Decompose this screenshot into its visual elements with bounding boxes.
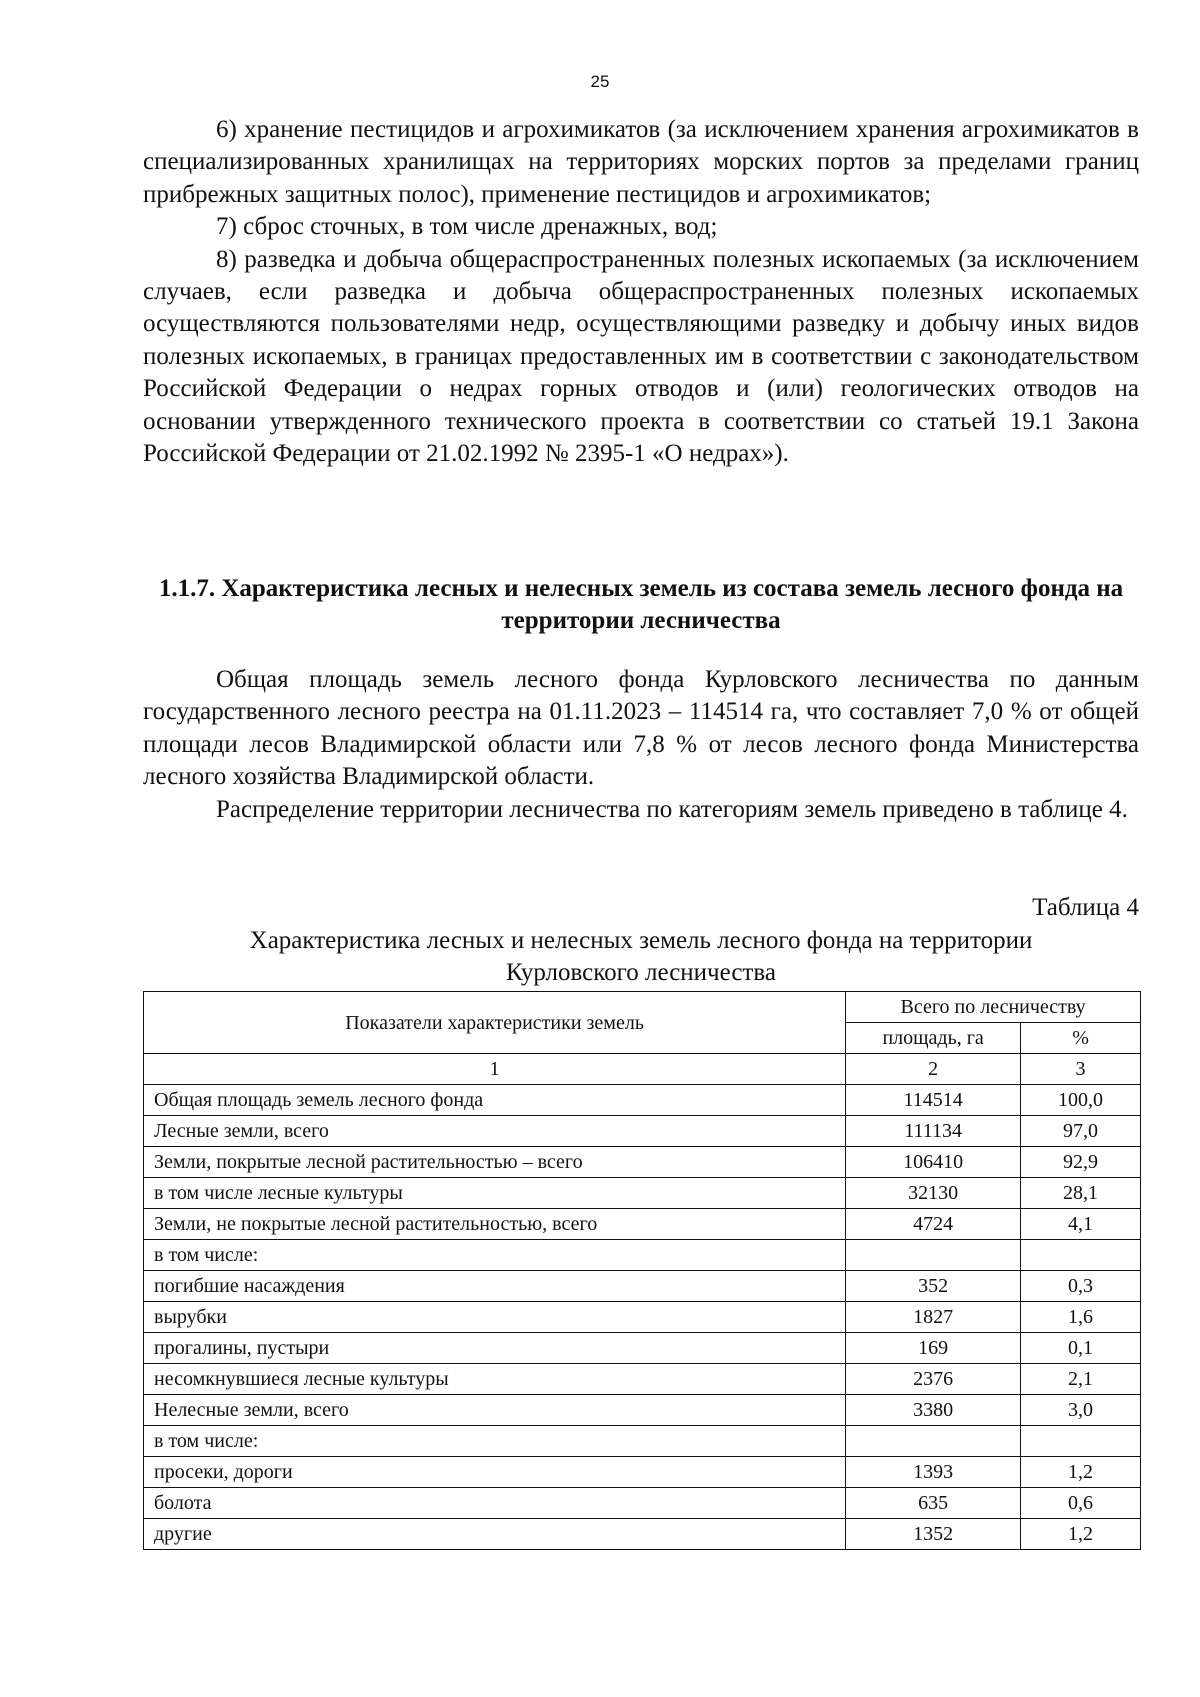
row-area: 2376 (846, 1364, 1021, 1395)
table-header-row (144, 992, 1141, 1023)
row-area: 1352 (846, 1519, 1021, 1550)
land-characteristics-table (143, 991, 1141, 1550)
row-percent: 1,6 (1021, 1302, 1141, 1333)
row-area: 3380 (846, 1395, 1021, 1426)
section-heading: 1.1.7. Характеристика лесных и нелесных земель из состава земель лесного фонда на территории лесничества (158, 575, 1124, 634)
row-percent: 28,1 (1021, 1178, 1141, 1209)
row-indicator: погибшие насаждения (144, 1271, 846, 1302)
table-row (144, 1519, 1141, 1550)
table-caption: Характеристика лесных и нелесных земель лесного фонда на территории Курловского лесничества (249, 927, 1033, 986)
row-percent: 100,0 (1021, 1085, 1141, 1116)
table-row (144, 1085, 1141, 1116)
page-number: 25 (590, 72, 610, 91)
row-indicator: Лесные земли, всего (144, 1116, 846, 1147)
row-indicator: в том числе лесные культуры (144, 1178, 846, 1209)
column-number: 1 (144, 1054, 846, 1085)
row-indicator: Нелесные земли, всего (144, 1395, 846, 1426)
table-row (144, 1364, 1141, 1395)
row-percent: 0,6 (1021, 1488, 1141, 1519)
row-indicator: просеки, дороги (144, 1457, 846, 1488)
row-area: 32130 (846, 1178, 1021, 1209)
row-indicator: другие (144, 1519, 846, 1550)
table-row (144, 1457, 1141, 1488)
row-area: 1827 (846, 1302, 1021, 1333)
row-percent: 1,2 (1021, 1457, 1141, 1488)
row-percent: 0,3 (1021, 1271, 1141, 1302)
row-area: 106410 (846, 1147, 1021, 1178)
paragraph-distribution: Распределение территории лесничества по категориям земель приведено в таблице 4. (216, 795, 1128, 823)
row-area: 114514 (846, 1085, 1021, 1116)
section-body (143, 664, 1139, 826)
row-indicator: прогалины, пустыри (144, 1333, 846, 1364)
row-indicator: вырубки (144, 1302, 846, 1333)
list-item-7: 7) сброс сточных, в том числе дренажных, вод; (216, 213, 718, 241)
row-percent: 0,1 (1021, 1333, 1141, 1364)
row-indicator: несомкнувшиеся лесные культуры (144, 1364, 846, 1395)
row-area (846, 1240, 1021, 1271)
column-number: 3 (1021, 1054, 1141, 1085)
table-row (144, 1395, 1141, 1426)
table-row (144, 1302, 1141, 1333)
table-body (144, 1085, 1141, 1550)
row-area (846, 1426, 1021, 1457)
table-row (144, 1147, 1141, 1178)
list-item-8: 8) разведка и добыча общераспространенных полезных ископаемых (за исключением случаев, если разведка и добыча общераспространенных полезных ископаемых осуществляются пользователями недр, осуществляющими разведку и добычу иных видов полезных ископаемых, в границах предоставленных им в соответствии с законодательством Российской Федерации о недрах горных отводов и (или) геологических отводов на основании утвержденного технического проекта в соответствии со статьей 19.1 Закона Российской Федерации от 21.02.1992 № 2395-1 «О недрах»). (143, 245, 1139, 468)
row-indicator: в том числе: (144, 1240, 846, 1271)
row-percent: 3,0 (1021, 1395, 1141, 1426)
table-row (144, 1488, 1141, 1519)
header-indicator: Показатели характеристики земель (144, 992, 846, 1054)
header-total: Всего по лесничеству (846, 992, 1141, 1023)
paragraph-total-area: Общая площадь земель лесного фонда Курловского лесничества по данным государственного лесного реестра на 01.11.2023 – 114514 га, что составляет 7,0 % от общей площади лесов Владимирской области или 7,8 % от лесов лесного фонда Министерства лесного хозяйства Владимирской области. (143, 666, 1139, 791)
row-area: 352 (846, 1271, 1021, 1302)
row-indicator: Земли, покрытые лесной растительностью – всего (144, 1147, 846, 1178)
table-row (144, 1271, 1141, 1302)
row-percent (1021, 1240, 1141, 1271)
row-percent: 92,9 (1021, 1147, 1141, 1178)
prohibitions-list (143, 114, 1139, 470)
row-area: 1393 (846, 1457, 1021, 1488)
column-number-row (144, 1054, 1141, 1085)
row-percent: 2,1 (1021, 1364, 1141, 1395)
row-indicator: Земли, не покрытые лесной растительностью, всего (144, 1209, 846, 1240)
table-label: Таблица 4 (1032, 894, 1139, 921)
row-area: 635 (846, 1488, 1021, 1519)
row-indicator: в том числе: (144, 1426, 846, 1457)
row-indicator: болота (144, 1488, 846, 1519)
table-row (144, 1333, 1141, 1364)
header-percent: % (1021, 1023, 1141, 1054)
table-row (144, 1426, 1141, 1457)
row-area: 169 (846, 1333, 1021, 1364)
row-percent (1021, 1426, 1141, 1457)
table-row (144, 1240, 1141, 1271)
column-number: 2 (846, 1054, 1021, 1085)
row-area: 111134 (846, 1116, 1021, 1147)
row-percent: 4,1 (1021, 1209, 1141, 1240)
table-row (144, 1209, 1141, 1240)
row-area: 4724 (846, 1209, 1021, 1240)
list-item-6: 6) хранение пестицидов и агрохимикатов (за исключением хранения агрохимикатов в специализированных хранилищах на территориях морских портов за пределами границ прибрежных защитных полос), применение пестицидов и агрохимикатов; (143, 116, 1139, 208)
row-percent: 1,2 (1021, 1519, 1141, 1550)
header-area: площадь, га (846, 1023, 1021, 1054)
row-indicator: Общая площадь земель лесного фонда (144, 1085, 846, 1116)
row-percent: 97,0 (1021, 1116, 1141, 1147)
table-row (144, 1178, 1141, 1209)
table-row (144, 1116, 1141, 1147)
